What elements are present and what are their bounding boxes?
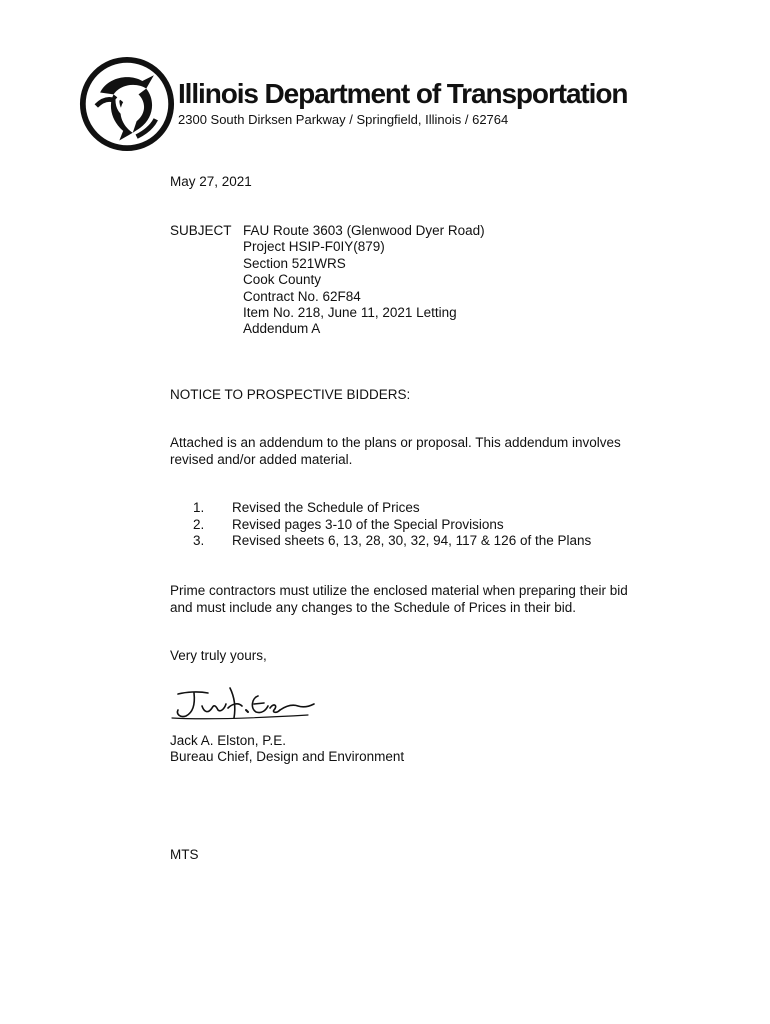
paragraph-addendum: [170, 435, 621, 468]
subject-line: Addendum A: [243, 321, 321, 337]
idot-logo-icon: [79, 56, 175, 152]
list-item-text: Revised the Schedule of Prices: [232, 500, 420, 515]
paragraph-line: and must include any changes to the Schedule of Prices in their bid.: [170, 599, 576, 615]
subject-line: Item No. 218, June 11, 2021 Letting: [243, 305, 457, 321]
signer-name: Jack A. Elston, P.E.: [170, 733, 287, 748]
org-name: Illinois Department of Transportation: [178, 78, 628, 109]
paragraph-instructions: [170, 583, 628, 616]
subject-line: Project HSIP-F0IY(879): [243, 239, 385, 255]
handwritten-signature-icon: [168, 682, 318, 724]
letter-date: May 27, 2021: [170, 174, 252, 189]
paragraph-line: Prime contractors must utilize the enclosed material when preparing their bid: [170, 583, 628, 598]
list-item-text: Revised sheets 6, 13, 28, 30, 32, 94, 117 & 126 of the Plans: [232, 533, 592, 548]
typist-initials: MTS: [170, 847, 199, 862]
subject-label: SUBJECT: [170, 223, 232, 238]
list-item-number: 1.: [193, 500, 205, 515]
paragraph-line: Attached is an addendum to the plans or proposal. This addendum involves: [170, 435, 621, 450]
signer-title: Bureau Chief, Design and Environment: [170, 749, 405, 764]
notice-heading: NOTICE TO PROSPECTIVE BIDDERS:: [170, 387, 411, 402]
closing: Very truly yours,: [170, 648, 267, 663]
subject-line: FAU Route 3603 (Glenwood Dyer Road): [243, 223, 485, 238]
org-address: 2300 South Dirksen Parkway / Springfield, Illinois / 62764: [178, 112, 509, 127]
paragraph-line: revised and/or added material.: [170, 451, 353, 467]
list-item-number: 2.: [193, 516, 205, 532]
subject-line: Cook County: [243, 272, 322, 288]
list-item-number: 3.: [193, 533, 205, 548]
subject-line: Section 521WRS: [243, 255, 346, 271]
subject-lines: [243, 223, 485, 338]
list-item-text: Revised pages 3-10 of the Special Provisions: [232, 516, 504, 532]
subject-line: Contract No. 62F84: [243, 288, 361, 304]
